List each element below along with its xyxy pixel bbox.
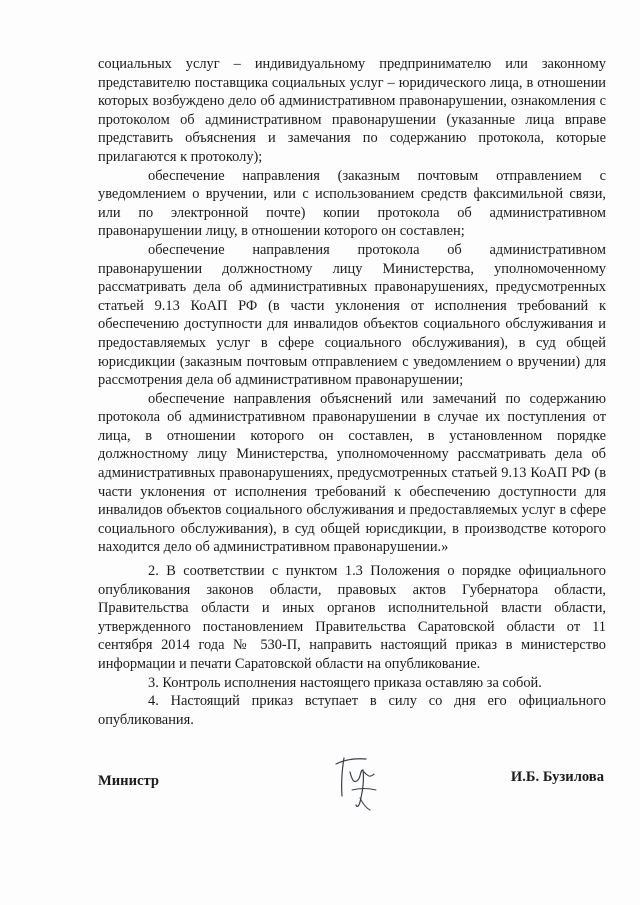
paragraph-item-4: 4. Настоящий приказ вступает в силу со дня его официального опубликования. xyxy=(98,693,606,728)
paragraph-item-3: 3. Контроль исполнения настоящего приказа оставляю за собой. xyxy=(148,674,542,691)
paragraph-protocol-delivery: обеспечение направления протокола об административном правонарушении должностному лицу Министерства, уполномоченному рассматривать дела об административных правонарушениях, предусмотренных статьей 9.13 КоАП РФ (в части уклонения от исполнения требований к обеспечению доступности для инвалидов объектов социального обслуживания и предоставляемых услуг в сфере социального обслуживания), в суд общей юрисдикции (заказным почтовым отправлением с уведомлением о вручении) для рассмотрения дела об административном правонарушении; xyxy=(98,241,606,389)
signatory-title: Министр xyxy=(98,773,159,789)
paragraph-copy-delivery: обеспечение направления (заказным почтовым отправлением с уведомлением о вручении, или с использованием средств факсимильной связи, или по электронной почте) копии протокола об административном правонарушении лицу, в отношении которого он составлен; xyxy=(98,167,606,240)
document-body xyxy=(98,55,606,729)
paragraph-explanations-delivery: обеспечение направления объяснений или замечаний по содержанию протокола об административном правонарушении в случае их поступления от лица, в отношении которого он составлен, в установленном порядке должностному лицу Министерства, уполномоченному рассматривать дела об административных правонарушениях, предусмотренных статьей 9.13 КоАП РФ (в части уклонения от исполнения требований к обеспечению доступности для инвалидов объектов социального обслуживания и предоставляемых услуг в сфере социального обслуживания), в суд общей юрисдикции, в производстве которого находится дело об административном правонарушении.» xyxy=(98,390,606,556)
paragraph-continuation: социальных услуг – индивидуальному предпринимателю или законному представителю поставщика социальных услуг – юридического лица, в отношении которых возбуждено дело об административном правонарушении, ознакомления с протоколом об административном правонарушении (указанные лица вправе представить объяснения и замечания по содержанию протокола, которые прилагаются к протоколу); xyxy=(98,56,606,165)
signatory-name: И.Б. Бузилова xyxy=(510,769,604,785)
handwritten-signature-icon xyxy=(330,750,386,814)
paragraph-item-2: 2. В соответствии с пунктом 1.3 Положения о порядке официального опубликования законов области, правовых актов Губернатора области, Правительства области и иных органов исполнительной власти области, утвержденного постановлением Правительства Саратовской области от 11 сентября 2014 года № 530-П, направить настоящий приказ в министерство информации и печати Саратовской области на опубликование. xyxy=(98,563,606,672)
signature-block xyxy=(98,762,606,822)
